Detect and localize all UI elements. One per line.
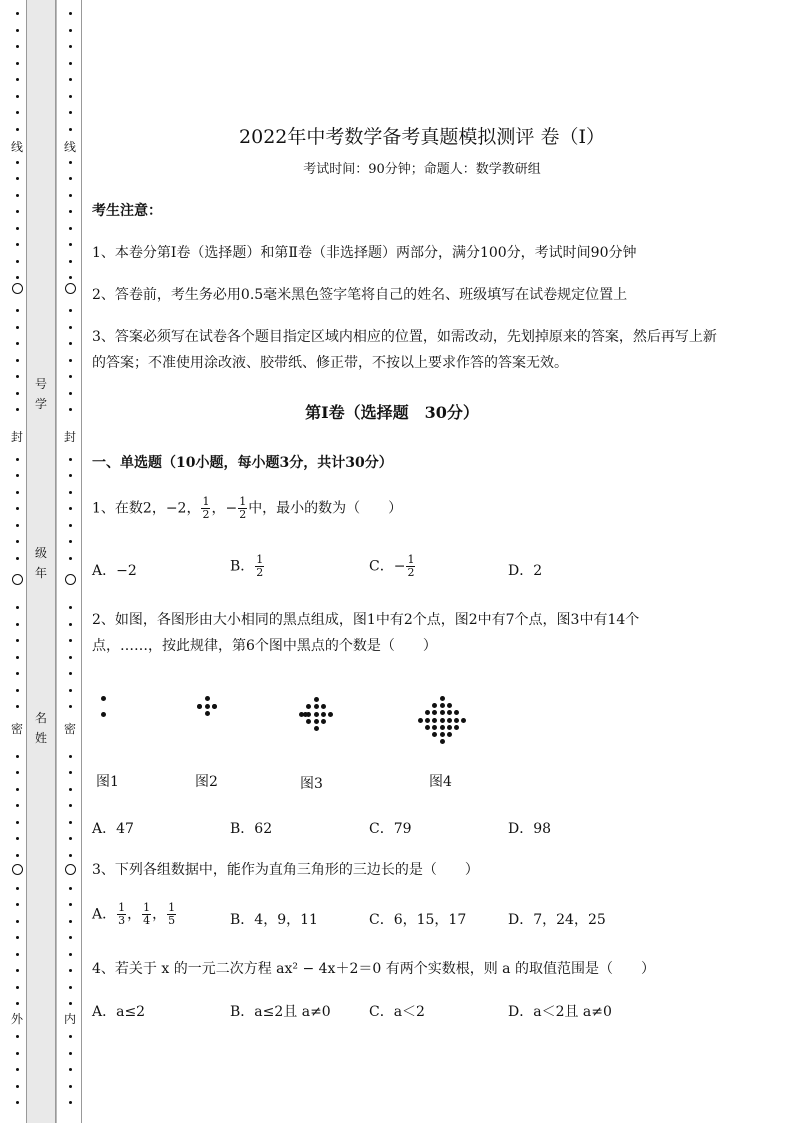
question-1 bbox=[92, 496, 402, 521]
binding-dot bbox=[16, 342, 19, 345]
binding-dot bbox=[69, 689, 72, 692]
binding-dot bbox=[69, 227, 72, 230]
binding-dot bbox=[69, 606, 72, 609]
binding-dot bbox=[69, 276, 72, 279]
binding-dot bbox=[16, 705, 19, 708]
binding-dot bbox=[69, 458, 72, 461]
binding-dot bbox=[69, 309, 72, 312]
binding-dot bbox=[69, 540, 72, 543]
binding-dot bbox=[16, 1068, 19, 1071]
figure-dot bbox=[425, 718, 430, 723]
binding-dot bbox=[16, 821, 19, 824]
binding-dot bbox=[16, 903, 19, 906]
binding-dot bbox=[69, 177, 72, 180]
binding-dot bbox=[16, 78, 19, 81]
question-2-line-2: 点，……，按此规律，第6个图中黑点的个数是（ ） bbox=[92, 638, 437, 654]
binding-dot bbox=[69, 491, 72, 494]
binding-dot bbox=[69, 837, 72, 840]
figure-2-label: 图2 bbox=[195, 774, 218, 790]
binding-dot bbox=[69, 474, 72, 477]
q1-option-b[interactable]: B． $\frac{1}{2}$ bbox=[230, 553, 264, 579]
binding-dot bbox=[16, 408, 19, 411]
q1-option-c[interactable]: C．− $\frac{1}{2}$ bbox=[369, 553, 415, 579]
binding-dot bbox=[69, 392, 72, 395]
q2-option-b[interactable]: B．62 bbox=[230, 821, 273, 837]
binding-dot bbox=[69, 210, 72, 213]
binding-dot bbox=[69, 557, 72, 560]
binding-dot bbox=[69, 408, 72, 411]
figure-4-label: 图4 bbox=[429, 774, 452, 790]
exam-subtitle: 考试时间：90分钟；命题人：数学教研组 bbox=[303, 162, 541, 177]
circle-icon bbox=[12, 864, 23, 875]
binding-dot bbox=[16, 1052, 19, 1055]
binding-dot bbox=[69, 161, 72, 164]
binding-dot bbox=[69, 969, 72, 972]
outer-binding-label: 密 bbox=[8, 722, 26, 736]
figure-dot bbox=[447, 725, 452, 730]
inner-binding-label: 密 bbox=[61, 722, 79, 736]
figure-dot bbox=[440, 732, 445, 737]
inner-binding-label: 内 bbox=[61, 1012, 79, 1026]
q1-option-d[interactable]: D．2 bbox=[508, 563, 543, 579]
figure-dot bbox=[328, 712, 333, 717]
figure-dot bbox=[454, 725, 459, 730]
figure-dot bbox=[101, 712, 106, 717]
binding-dot bbox=[69, 95, 72, 98]
inner-binding-label: 线 bbox=[61, 140, 79, 154]
inner-binding-strip bbox=[56, 0, 82, 1123]
binding-dot bbox=[16, 804, 19, 807]
figure-3-label: 图3 bbox=[300, 776, 323, 792]
binding-dot bbox=[16, 128, 19, 131]
binding-dot bbox=[16, 161, 19, 164]
question-2-line-1: 2、如图，各图形由大小相同的黑点组成，图1中有2个点，图2中有7个点，图3中有14个 bbox=[92, 612, 640, 628]
binding-dot bbox=[16, 771, 19, 774]
outer-binding-label: 封 bbox=[8, 430, 26, 444]
figure-dot bbox=[205, 711, 210, 716]
figure-dot bbox=[418, 718, 423, 723]
binding-dot bbox=[16, 606, 19, 609]
binding-dot bbox=[16, 392, 19, 395]
figure-dot bbox=[205, 696, 210, 701]
binding-dot bbox=[69, 524, 72, 527]
binding-dot bbox=[69, 986, 72, 989]
binding-dot bbox=[16, 854, 19, 857]
figure-dot bbox=[205, 704, 210, 709]
binding-dot bbox=[69, 342, 72, 345]
binding-dot bbox=[16, 194, 19, 197]
figure-dot bbox=[440, 703, 445, 708]
binding-dot bbox=[69, 821, 72, 824]
q3-option-a[interactable]: A． $\frac{1}{3}$ ， $\frac{1}{4}$ ， $\frac{1}{5}$ bbox=[92, 901, 176, 927]
binding-dot bbox=[69, 755, 72, 758]
figure-dot bbox=[440, 718, 445, 723]
binding-dot bbox=[16, 936, 19, 939]
binding-dot bbox=[16, 45, 19, 48]
binding-dot bbox=[69, 623, 72, 626]
circle-icon bbox=[65, 574, 76, 585]
binding-dot bbox=[69, 887, 72, 890]
binding-dot bbox=[69, 29, 72, 32]
q2-option-d[interactable]: D．98 bbox=[508, 821, 552, 837]
binding-dot bbox=[69, 854, 72, 857]
section-title: 第Ⅰ卷（选择题 30分） bbox=[305, 403, 479, 422]
binding-dot bbox=[16, 1085, 19, 1088]
binding-dot bbox=[16, 260, 19, 263]
figure-dot bbox=[425, 725, 430, 730]
student-info-label: 姓 bbox=[34, 731, 47, 745]
binding-dot bbox=[16, 227, 19, 230]
figure-dot bbox=[306, 704, 311, 709]
binding-dot bbox=[69, 62, 72, 65]
q1-mid: ，− bbox=[211, 500, 238, 517]
figure-dot bbox=[314, 726, 319, 731]
figure-dot bbox=[432, 710, 437, 715]
figure-dot bbox=[461, 718, 466, 723]
q1-prefix: 1、在数2，−2， bbox=[92, 500, 201, 517]
binding-dot bbox=[16, 540, 19, 543]
binding-dot bbox=[16, 837, 19, 840]
binding-dot bbox=[16, 788, 19, 791]
binding-dot bbox=[69, 1068, 72, 1071]
notice-item-3-line-1: 3、答案必须写在试卷各个题目指定区域内相应的位置，如需改动，先划掉原来的答案，然后再写上新 bbox=[92, 329, 717, 345]
binding-dot bbox=[16, 887, 19, 890]
binding-dot bbox=[69, 359, 72, 362]
inner-binding-label: 封 bbox=[61, 430, 79, 444]
figure-dot bbox=[306, 719, 311, 724]
q1-suffix: 中，最小的数为（ ） bbox=[248, 500, 403, 517]
binding-dot bbox=[16, 953, 19, 956]
outer-binding-label: 外 bbox=[8, 1012, 26, 1026]
binding-dot bbox=[16, 309, 19, 312]
figure-dot bbox=[314, 719, 319, 724]
notice-item-2: 2、答卷前，考生务必用0.5毫米黑色签字笔将自己的姓名、班级填写在试卷规定位置上 bbox=[92, 287, 628, 303]
circle-icon bbox=[65, 283, 76, 294]
q3-option-b[interactable]: B．4，9，11 bbox=[230, 912, 318, 928]
question-4: 4、若关于 x 的一元二次方程 ax² − 4x＋2＝0 有两个实数根，则 a 的取值范围是（ ） bbox=[92, 961, 655, 977]
part-heading: 一、单选题（10小题，每小题3分，共计30分） bbox=[92, 455, 393, 471]
figure-dot bbox=[440, 710, 445, 715]
binding-dot bbox=[69, 1101, 72, 1104]
notice-item-1: 1、本卷分第Ⅰ卷（选择题）和第Ⅱ卷（非选择题）两部分，满分100分，考试时间90分钟 bbox=[92, 245, 637, 261]
notice-heading: 考生注意： bbox=[92, 203, 162, 219]
circle-icon bbox=[12, 574, 23, 585]
outer-binding-strip bbox=[8, 0, 26, 1123]
binding-dot bbox=[16, 210, 19, 213]
binding-dot bbox=[16, 95, 19, 98]
figure-dot bbox=[447, 732, 452, 737]
figure-dot bbox=[432, 732, 437, 737]
q4-option-b[interactable]: B．a≤2且 a≠0 bbox=[230, 1004, 331, 1020]
binding-dot bbox=[16, 29, 19, 32]
binding-dot bbox=[69, 260, 72, 263]
binding-dot bbox=[16, 623, 19, 626]
binding-dot bbox=[69, 45, 72, 48]
circle-icon bbox=[12, 283, 23, 294]
binding-dot bbox=[69, 788, 72, 791]
binding-dot bbox=[69, 953, 72, 956]
figure-dot bbox=[321, 704, 326, 709]
binding-dot bbox=[16, 557, 19, 560]
figure-dot bbox=[314, 712, 319, 717]
binding-dot bbox=[16, 986, 19, 989]
binding-dot bbox=[16, 491, 19, 494]
binding-dot bbox=[16, 62, 19, 65]
binding-dot bbox=[69, 804, 72, 807]
figure-dot bbox=[432, 718, 437, 723]
binding-dot bbox=[69, 936, 72, 939]
binding-dot bbox=[16, 1002, 19, 1005]
binding-dot bbox=[16, 920, 19, 923]
figure-dot bbox=[314, 704, 319, 709]
student-info-strip bbox=[26, 0, 56, 1123]
binding-dot bbox=[16, 359, 19, 362]
binding-dot bbox=[16, 1101, 19, 1104]
binding-dot bbox=[16, 507, 19, 510]
binding-dot bbox=[69, 111, 72, 114]
question-3: 3、下列各组数据中，能作为直角三角形的三边长的是（ ） bbox=[92, 862, 479, 878]
binding-dot bbox=[69, 1085, 72, 1088]
binding-dot bbox=[69, 375, 72, 378]
exam-title: 2022年中考数学备考真题模拟测评 卷（Ⅰ） bbox=[239, 126, 605, 148]
binding-dot bbox=[16, 755, 19, 758]
figure-dot bbox=[432, 703, 437, 708]
figure-dot bbox=[454, 718, 459, 723]
binding-dot bbox=[69, 705, 72, 708]
figure-dot bbox=[440, 739, 445, 744]
q4-option-a[interactable]: A．a≤2 bbox=[92, 1004, 146, 1020]
binding-dot bbox=[69, 128, 72, 131]
binding-dot bbox=[69, 903, 72, 906]
q3-option-d[interactable]: D．7，24，25 bbox=[508, 912, 606, 928]
binding-dot bbox=[16, 672, 19, 675]
student-info-label: 级 bbox=[34, 546, 47, 560]
figure-dot bbox=[440, 725, 445, 730]
binding-dot bbox=[16, 12, 19, 15]
binding-dot bbox=[69, 12, 72, 15]
binding-dot bbox=[16, 326, 19, 329]
figure-dot bbox=[321, 712, 326, 717]
figure-dot bbox=[447, 703, 452, 708]
figure-dot bbox=[212, 704, 217, 709]
binding-dot bbox=[16, 243, 19, 246]
figure-dot bbox=[440, 696, 445, 701]
student-info-label: 年 bbox=[34, 566, 47, 580]
binding-dot bbox=[16, 177, 19, 180]
q4-option-c[interactable]: C．a＜2 bbox=[369, 1004, 425, 1020]
outer-binding-label: 线 bbox=[8, 140, 26, 154]
binding-dot bbox=[69, 1052, 72, 1055]
student-info-label: 号 bbox=[34, 377, 47, 391]
figure-dot bbox=[314, 697, 319, 702]
binding-dot bbox=[16, 969, 19, 972]
binding-dot bbox=[16, 458, 19, 461]
binding-dot bbox=[16, 656, 19, 659]
figure-1-label: 图1 bbox=[96, 774, 119, 790]
figure-dot bbox=[447, 718, 452, 723]
circle-icon bbox=[65, 864, 76, 875]
figure-dot bbox=[321, 719, 326, 724]
q2-option-a[interactable]: A．47 bbox=[92, 821, 134, 837]
figure-dot bbox=[425, 710, 430, 715]
figure-dot bbox=[303, 712, 308, 717]
q3-option-c[interactable]: C．6，15，17 bbox=[369, 912, 467, 928]
binding-dot bbox=[16, 689, 19, 692]
binding-dot bbox=[16, 474, 19, 477]
binding-dot bbox=[69, 194, 72, 197]
binding-dot bbox=[69, 1002, 72, 1005]
q2-option-c[interactable]: C．79 bbox=[369, 821, 412, 837]
figure-dot bbox=[197, 704, 202, 709]
binding-dot bbox=[69, 920, 72, 923]
binding-dot bbox=[16, 1035, 19, 1038]
q1-fraction-2: $\frac{1}{2}$ bbox=[239, 495, 247, 521]
binding-dot bbox=[69, 672, 72, 675]
binding-dot bbox=[69, 326, 72, 329]
notice-item-3-line-2: 的答案；不准使用涂改液、胶带纸、修正带，不按以上要求作答的答案无效。 bbox=[92, 355, 568, 371]
binding-dot bbox=[69, 771, 72, 774]
binding-dot bbox=[69, 656, 72, 659]
binding-dot bbox=[69, 1035, 72, 1038]
figure-dot bbox=[101, 696, 106, 701]
figure-dot bbox=[454, 710, 459, 715]
binding-dot bbox=[16, 375, 19, 378]
binding-dot bbox=[69, 78, 72, 81]
binding-dot bbox=[16, 111, 19, 114]
q1-fraction-1: $\frac{1}{2}$ bbox=[202, 495, 210, 521]
figure-dot bbox=[432, 725, 437, 730]
binding-dot bbox=[16, 276, 19, 279]
binding-dot bbox=[69, 243, 72, 246]
student-info-label: 学 bbox=[34, 397, 47, 411]
binding-dot bbox=[16, 639, 19, 642]
figure-dot bbox=[447, 710, 452, 715]
binding-dot bbox=[69, 639, 72, 642]
binding-dot bbox=[69, 507, 72, 510]
q4-option-d[interactable]: D．a＜2且 a≠0 bbox=[508, 1004, 612, 1020]
student-info-label: 名 bbox=[34, 711, 47, 725]
binding-dot bbox=[16, 524, 19, 527]
q1-option-a[interactable]: A．−2 bbox=[92, 563, 137, 579]
